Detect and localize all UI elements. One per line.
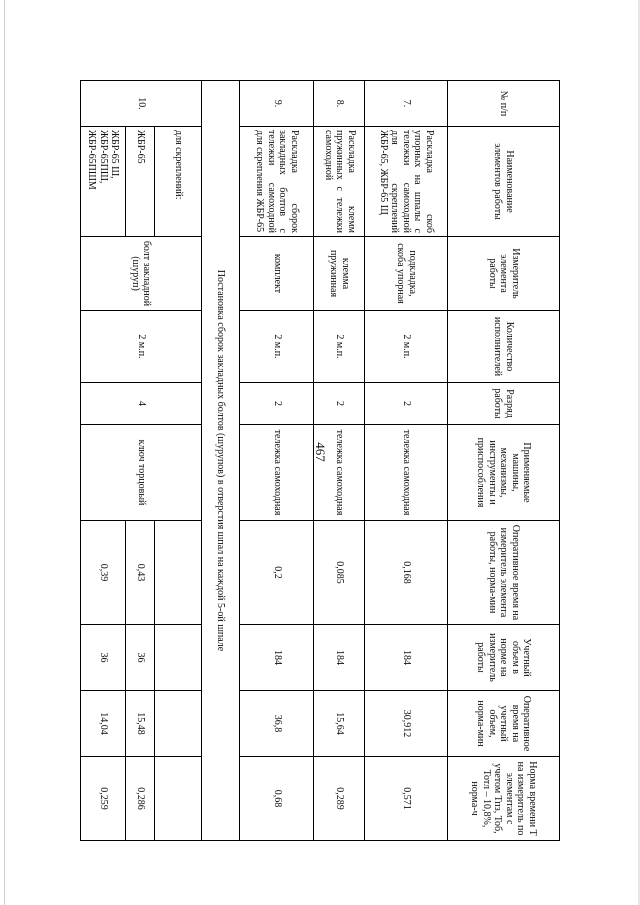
row-op-time: 0,39 [81, 521, 126, 625]
rotated-table-wrapper [80, 80, 560, 840]
row-op-volume: 30,912 [365, 691, 448, 757]
col-header-op-volume: Оперативное время на учетный объем, норма-мин [448, 691, 560, 757]
col-header-grade: Разряд работы [448, 383, 560, 425]
col-header-workers: Количество исполнителей [448, 311, 560, 383]
section-title: Постановка сборок закладных болтов (шурупов) в отверстия шпал на каждой 5-ой шпале [201, 81, 239, 841]
col-header-volume: Учетный объем в норме на измеритель работы [448, 625, 560, 691]
row-name: Раскладка скоб упорных на шпалы с тележки самоходной для скреплений ЖБР-65, ЖБР-65 Щ [365, 127, 448, 237]
page-number: 467 [313, 442, 328, 462]
row-norm-empty [155, 757, 202, 841]
row-number: 10. [81, 81, 202, 127]
row-unit: подкладка, скоба упорная [365, 237, 448, 311]
row-volume: 36 [81, 625, 126, 691]
row-number: 7. [365, 81, 448, 127]
row-volume: 184 [240, 625, 314, 691]
row-grade: 2 [365, 383, 448, 425]
row-name: для скреплений: [155, 127, 202, 237]
row-volume: 184 [365, 625, 448, 691]
row-workers: 2 м.п. [314, 311, 365, 383]
row-unit: болт закладной (шуруп) [81, 237, 202, 311]
row-grade: 2 [314, 383, 365, 425]
col-header-norm: Норма времени Т на измеритель по элементам с учетом Тпз, Тоб, Тотл – 10,8%, норма-ч [448, 757, 560, 841]
row-volume: 36 [125, 625, 155, 691]
row-norm: 0,286 [125, 757, 155, 841]
row-norm: 0,68 [240, 757, 314, 841]
row-name: Раскладка клемм пружинных с тележки самоходной [314, 127, 365, 237]
row-norm: 0,571 [365, 757, 448, 841]
row-volume-empty [155, 625, 202, 691]
row-op-time: 0,168 [365, 521, 448, 625]
row-op-volume: 15,64 [314, 691, 365, 757]
row-op-time: 0,43 [125, 521, 155, 625]
row-op-time: 0,085 [314, 521, 365, 625]
row-machines: тележка самоходная [365, 425, 448, 521]
table-row-9 [240, 81, 314, 841]
row-op-time: 0,2 [240, 521, 314, 625]
row-number: 8. [314, 81, 365, 127]
section-heading-row [201, 81, 239, 841]
table-row-8 [314, 81, 365, 841]
table-row-7 [365, 81, 448, 841]
col-header-machines: Применяемые машины, механизмы, инструменты и приспособления [448, 425, 560, 521]
norms-table [80, 80, 560, 841]
row-unit: клемма пружинная [314, 237, 365, 311]
col-header-op-time: Оперативное время на измеритель элемента работы, норма-мин [448, 521, 560, 625]
row-workers: 2 м.п. [365, 311, 448, 383]
row-grade: 2 [240, 383, 314, 425]
row-op-time-empty [155, 521, 202, 625]
row-op-volume: 15,48 [125, 691, 155, 757]
row-machines: ключ торцовый [81, 425, 202, 521]
table-row-10-heading [155, 81, 202, 841]
row-volume: 184 [314, 625, 365, 691]
row-name: ЖБР-65 Ш, ЖБР-65ПШ, ЖБР-65ПШМ [81, 127, 126, 237]
row-name: ЖБР-65 [125, 127, 155, 237]
row-grade: 4 [81, 383, 202, 425]
col-header-number: № п/п [448, 81, 560, 127]
row-op-volume-empty [155, 691, 202, 757]
col-header-name: Наименование элементов работы [448, 127, 560, 237]
row-op-volume: 36,8 [240, 691, 314, 757]
row-norm: 0,259 [81, 757, 126, 841]
row-op-volume: 14,04 [81, 691, 126, 757]
col-header-unit: Измеритель элемента работы [448, 237, 560, 311]
row-workers: 2 м.п. [81, 311, 202, 383]
row-name: Раскладка сборок закладных болтов с тележки самоходной для скрепления ЖБР-65 [240, 127, 314, 237]
row-machines: тележка самоходная [314, 425, 365, 521]
header-row [448, 81, 560, 841]
row-number: 9. [240, 81, 314, 127]
row-norm: 0,289 [314, 757, 365, 841]
binding-edge-line [4, 0, 5, 905]
row-unit: комплект [240, 237, 314, 311]
row-machines: тележка самоходная [240, 425, 314, 521]
row-workers: 2 м.п. [240, 311, 314, 383]
